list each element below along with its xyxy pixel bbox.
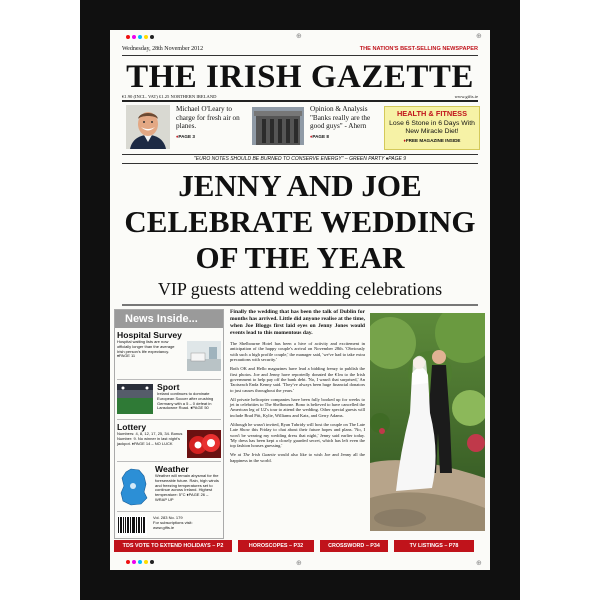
issue-date: Wednesday, 28th November 2012 [122, 46, 204, 52]
health-title: HEALTH & FITNESS [396, 109, 468, 118]
weather-text: Weather will remain abysmal for the foreseeable future. Rain, high winds and freezing temperatures set to continue across Ireland. Highest temperature: 5°C ♦PAGE 26 – WRAP UP [155, 473, 219, 502]
closing-prefix: We at [230, 452, 243, 458]
news-inside-sidebar [114, 309, 224, 539]
barcode-icon [117, 516, 147, 536]
bottom-link-crossword: CROSSWORD – P34 [320, 540, 388, 552]
wedding-photo [370, 313, 485, 531]
health-text: Lose 6 Stone in 6 Days With New Miracle Diet! [389, 120, 475, 136]
sidebar-item-weather [117, 464, 221, 512]
headline-line-3: OF THE YEAR [195, 240, 405, 275]
teaser-photo-portrait [126, 105, 170, 149]
subheadline: VIP guests attend wedding celebrations [157, 279, 443, 299]
masthead-sub-line [122, 94, 478, 102]
subscription-label: For subscriptions visit: [153, 519, 193, 525]
teaser-ahern [252, 105, 382, 153]
sidebar-item-sport [117, 382, 221, 420]
headline-line-1: JENNY AND JOE [178, 168, 422, 203]
bottom-link-horoscopes: HOROSCOPES – P32 [238, 540, 314, 552]
website: www.gifts.ie [454, 94, 478, 99]
sport-text: Ireland continues to dominate European Soccer after crushing Germany with a 5 – 0 defeat in Lansdowne Road. ♦PAGE 50 [157, 391, 214, 411]
health-fitness-box [384, 106, 480, 150]
lottery-text: Numbers: 4, 8, 12, 17, 25, 34. Bonus Number: 9. No winner in last night's jackpot. ♦PAGE 14 – NO LUCK [117, 431, 183, 446]
bottom-link-tv-listings: TV LISTINGS – P78 [394, 540, 474, 552]
hospital-title: Hospital Survey [117, 330, 182, 340]
quote-bar: "EURO NOTES SHOULD BE BURNED TO CONSERVE ENERGY" – GREEN PARTY ♦PAGE 9 [122, 154, 478, 164]
sport-title: Sport [157, 382, 180, 392]
sport-photo [117, 384, 153, 414]
color-registration-marks [126, 35, 154, 39]
teaser-page-ref: PAGE 3 [178, 133, 195, 139]
article-lead: Finally the wedding that has been the talk of Dublin for months has arrived. Little did anyone realise at the time, when Joe Bloggs first laid eyes on Jenny Jones would events lead to this momentous day. [230, 309, 365, 336]
teaser-oleary [126, 105, 256, 153]
masthead-top-line [122, 46, 478, 56]
sidebar-item-hospital [117, 330, 221, 380]
sidebar-item-lottery [117, 422, 221, 462]
weather-title: Weather [155, 464, 189, 474]
main-article [230, 309, 365, 467]
teaser-text: Michael O'Leary to charge for fresh air on planes. [176, 105, 240, 131]
ireland-weather-map [117, 466, 151, 508]
hospital-photo [187, 341, 221, 371]
headline-line-2: CELEBRATE WEDDING [124, 204, 476, 239]
crop-mark: ⊕ [476, 559, 482, 567]
crop-mark: ⊕ [296, 32, 302, 40]
main-headline [122, 168, 478, 276]
diamond-icon: ♦ [403, 137, 406, 143]
paper-slogan: THE NATION'S BEST-SELLING NEWSPAPER [359, 46, 478, 52]
masthead-title: THE IRISH GAZETTE [126, 59, 474, 95]
teaser-page-ref: PAGE 8 [312, 133, 329, 139]
teaser-photo-building [252, 107, 304, 145]
diamond-icon: ♦ [310, 133, 313, 139]
closing-suffix: would also like to wish Joe and Jenny all the happiness in the world. [230, 452, 365, 463]
bottom-link-holidays: TDS VOTE TO EXTEND HOLIDAYS – P2 [114, 540, 232, 552]
crop-mark: ⊕ [476, 32, 482, 40]
article-paragraph: All private helicopter companies have been fully booked up for weeks to jet in celebrities to The Shelbourne. Bono is believed to have cancelled the American leg of U2's tour to attend the wedding. Other special guests will include Brad Pitt, Kylie, Williams and Katz, and Gerry Adams. [230, 396, 365, 418]
divider [122, 304, 478, 306]
hospital-text: Hospital waiting lists are now officially longer than the average Irish person's life expectancy. ♦PAGE 11 [117, 339, 175, 359]
article-closing [230, 452, 365, 463]
article-paragraph: Although he wasn't invited, Ryan Tubridy will host the couple on The Late Late Show this Friday to chat about their future hopes and plans. 'No, I won't be wearing my wedding dress that night,' Jenny said earlier today. 'My dress has been kept a closely guarded secret, which has left even the top fashion houses guessing.' [230, 421, 365, 449]
lottery-title: Lottery [117, 422, 147, 432]
sidebar-heading: News Inside... [115, 310, 223, 328]
crop-mark: ⊕ [296, 559, 302, 567]
color-registration-marks [126, 560, 154, 564]
subscription-site: www.gifts.ie [153, 524, 175, 530]
diamond-icon: ♦ [176, 133, 179, 139]
health-ref: FREE MAGAZINE INSIDE [405, 137, 461, 143]
sidebar-footer [117, 514, 221, 538]
publication-name: The Irish Gazette [242, 452, 276, 458]
article-paragraph: The Shelbourne Hotel has been a hive of activity and excitement in anticipation of the happy couple's arrival on November 28th. 'Obviously with such a high profile couple,' the manager said, 'we've had to take extra precautions with security.' [230, 341, 365, 363]
volume-number: Vol. 283 No. 179 [153, 515, 183, 520]
teaser-text: Opinion & Analysis "Banks really are the good guys" - Ahern [310, 105, 371, 131]
article-paragraph: Both OK and Hello magazines have lead a bidding frenzy to publish the first photos. Joe and Jenny have reportedly donated the €1m to the Irish government to help pay off the bank debt. 'No, I wasn't that surprised,' An Taoiseach Enda Kenny said. 'They've always been huge financial donators to just causes throughout the years.' [230, 366, 365, 393]
newspaper-page [110, 30, 490, 570]
bottom-section-bar [114, 540, 486, 552]
cover-price: €1.90 (INCL. VAT) £1.25 NORTHERN IRELAND [122, 94, 217, 99]
lottery-balls-image [187, 430, 221, 458]
